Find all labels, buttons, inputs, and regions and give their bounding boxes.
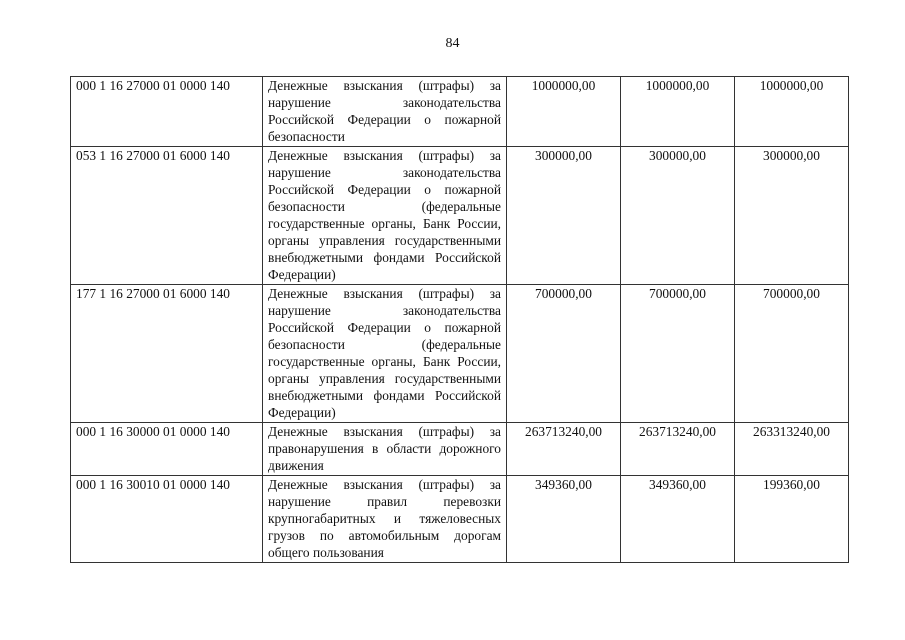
amount-year-1: 700000,00 — [507, 285, 621, 423]
budget-classification-code: 053 1 16 27000 01 6000 140 — [71, 147, 263, 285]
amount-year-3: 700000,00 — [735, 285, 849, 423]
amount-year-1: 300000,00 — [507, 147, 621, 285]
budget-revenue-table — [70, 76, 849, 563]
table-row — [71, 77, 849, 147]
amount-year-2: 349360,00 — [621, 476, 735, 563]
budget-classification-code: 177 1 16 27000 01 6000 140 — [71, 285, 263, 423]
revenue-description: Денежные взыскания (штрафы) за правонарушения в области дорожного движения — [263, 423, 507, 476]
budget-classification-code: 000 1 16 27000 01 0000 140 — [71, 77, 263, 147]
amount-year-2: 1000000,00 — [621, 77, 735, 147]
amount-year-1: 349360,00 — [507, 476, 621, 563]
amount-year-3: 1000000,00 — [735, 77, 849, 147]
table-row — [71, 423, 849, 476]
amount-year-1: 263713240,00 — [507, 423, 621, 476]
revenue-description: Денежные взыскания (штрафы) за нарушение правил перевозки крупногабаритных и тяжеловесных грузов по автомобильным дорогам общего пользования — [263, 476, 507, 563]
amount-year-3: 300000,00 — [735, 147, 849, 285]
amount-year-3: 263313240,00 — [735, 423, 849, 476]
amount-year-2: 300000,00 — [621, 147, 735, 285]
amount-year-3: 199360,00 — [735, 476, 849, 563]
amount-year-1: 1000000,00 — [507, 77, 621, 147]
budget-classification-code: 000 1 16 30000 01 0000 140 — [71, 423, 263, 476]
table-row — [71, 147, 849, 285]
budget-classification-code: 000 1 16 30010 01 0000 140 — [71, 476, 263, 563]
page-number: 84 — [445, 36, 460, 51]
amount-year-2: 700000,00 — [621, 285, 735, 423]
revenue-description: Денежные взыскания (штрафы) за нарушение законодательства Российской Федерации о пожарной безопасности (федеральные государственные органы, Банк России, органы управления государственными внебюджетными фондами Российской Федерации) — [263, 147, 507, 285]
revenue-description: Денежные взыскания (штрафы) за нарушение законодательства Российской Федерации о пожарной безопасности (федеральные государственные органы, Банк России, органы управления государственными внебюджетными фондами Российской Федерации) — [263, 285, 507, 423]
revenue-description: Денежные взыскания (штрафы) за нарушение законодательства Российской Федерации о пожарной безопасности — [263, 77, 507, 147]
amount-year-2: 263713240,00 — [621, 423, 735, 476]
table-row — [71, 285, 849, 423]
table-row — [71, 476, 849, 563]
